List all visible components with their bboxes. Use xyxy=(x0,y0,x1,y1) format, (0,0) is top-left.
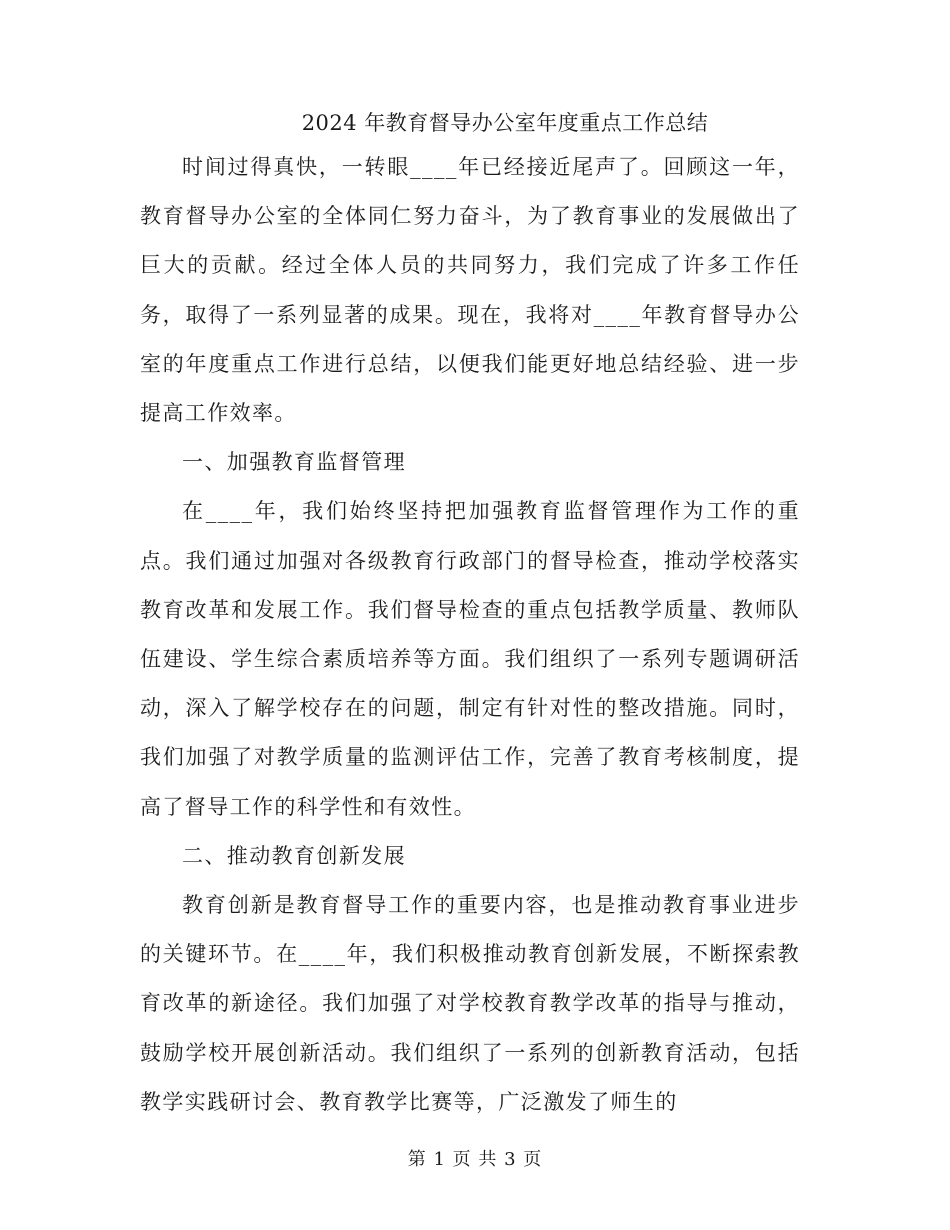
document-title: 2024 年教育督导办公室年度重点工作总结 xyxy=(301,111,709,135)
document-body xyxy=(140,143,800,1127)
section-2-paragraph: 教育创新是教育督导工作的重要内容，也是推动教育事业进步的关键环节。在____年，我们积极推动教育创新发展，不断探索教育改革的新途径。我们加强了对学校教育教学改革的指导与推动，鼓励学校开展创新活动。我们组织了一系列的创新教育活动，包括教学实践研讨会、教育教学比赛等，广泛激发了师生的 xyxy=(140,893,800,1114)
section-1-paragraph: 在____年，我们始终坚持把加强教育监督管理作为工作的重点。我们通过加强对各级教育行政部门的督导检查，推动学校落实教育改革和发展工作。我们督导检查的重点包括教学质量、教师队伍建设、学生综合素质培养等方面。我们组织了一系列专题调研活动，深入了解学校存在的问题，制定有针对性的整改措施。同时，我们加强了对教学质量的监测评估工作，完善了教育考核制度，提高了督导工作的科学性和有效性。 xyxy=(140,499,800,819)
intro-paragraph: 时间过得真快，一转眼____年已经接近尾声了。回顾这一年，教育督导办公室的全体同仁努力奋斗，为了教育事业的发展做出了巨大的贡献。经过全体人员的共同努力，我们完成了许多工作任务，取得了一系列显著的成果。现在，我将对____年教育督导办公室的年度重点工作进行总结，以便我们能更好地总结经验、进一步提高工作效率。 xyxy=(140,155,800,426)
page-indicator: 第 1 页 共 3 页 xyxy=(407,1149,543,1170)
section-heading-1: 一、加强教育监督管理 xyxy=(182,450,406,475)
section-heading-2: 二、推动教育创新发展 xyxy=(182,843,406,868)
